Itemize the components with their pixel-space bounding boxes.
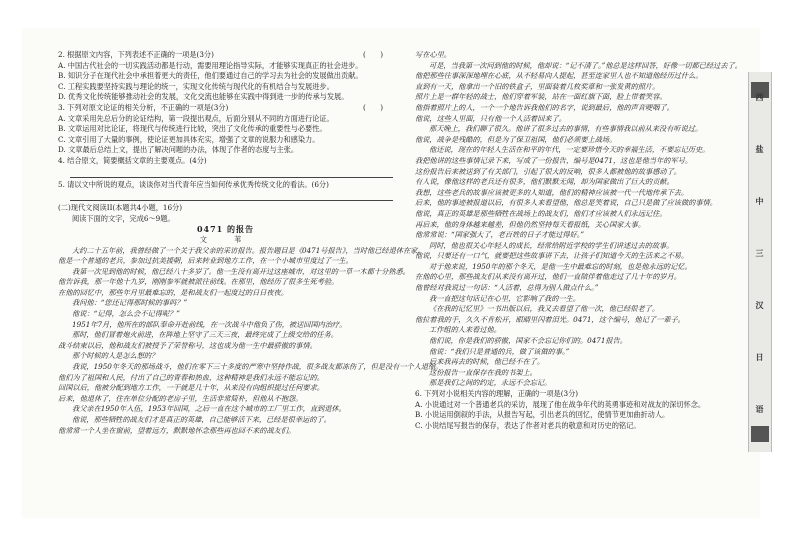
passage-title: [58, 224, 393, 235]
text-line: [58, 309, 393, 320]
text-line: [415, 400, 750, 411]
text-content: 那时，他们冒着炮火前进，在阵地上坚守了三天三夜，最终完成了上级交给的任务。: [72, 330, 338, 340]
text-content: 在他的心里，那些战友们从来没有离开过，他们一直陪伴着他走过了几十年的岁月。: [415, 272, 681, 282]
text-line: [58, 383, 393, 394]
text-line: [58, 256, 393, 267]
text-content: 他拉着我的手，久久不肯松开，眼睛里闪着泪光。0471，这个编号，他记了一辈子。: [415, 314, 685, 324]
text-content: 那天晚上，我们聊了很久。他讲了很多过去的事情，有些事情我以前从来没有听说过。: [429, 124, 703, 134]
text-content: 我想，这些老兵的故事应该被更多的人知道，他们的精神应该被一代一代地传承下去。: [415, 187, 689, 197]
text-content: 有人说，像他这样的老兵还有很多，他们默默无闻，却为国家做出了巨大的贡献。: [415, 177, 674, 187]
text-line: [415, 315, 750, 326]
text-line: [58, 124, 393, 135]
text-line: [58, 203, 393, 214]
text-content: 0471 的报告: [196, 224, 255, 235]
text-line: [58, 82, 393, 93]
text-content: 回国以后，他被分配到地方工作，一干就是几十年，从来没有向组织提过任何要求。: [58, 383, 324, 393]
passage-author: [58, 235, 393, 246]
text-line: [415, 378, 750, 389]
text-line: [58, 298, 393, 309]
text-content: 在他的回忆中，那些年月里最难忘的，是和战友们一起度过的日日夜夜。: [58, 287, 289, 297]
text-content: 我说，1950年冬天的那场战斗，他们在零下三十多度的严寒中坚持作战，很多战友都冻伤了，但是没有一个人退缩。: [72, 362, 443, 372]
text-line: [58, 103, 393, 114]
text-line: [58, 245, 425, 257]
text-line: [415, 198, 750, 209]
text-line: [58, 394, 393, 405]
text-content: 他说：“我们只是普通的兵，做了该做的事。”: [429, 346, 570, 356]
text-content: 他是一个普通的老兵，参加过抗美援朝，后来转业到地方工作，在一个小城市里度过了一生。: [58, 256, 353, 266]
right-column: [415, 50, 750, 431]
text-content: 他说，只要还有一口气，就要把这些故事讲下去，让孩子们知道今天的生活来之不易。: [415, 251, 689, 261]
text-content: 他说，战争是残酷的，但是为了保卫祖国，他们必须要上战场。: [415, 134, 617, 144]
text-content: 直到有一天，他拿出一个旧的铁盒子，里面装着几枚奖章和一张发黄的照片。: [415, 81, 660, 91]
text-content: B. 知识分子在现代社会中承担着更大的责任，他们要通过自己的学习去为社会的发展做出贡献。: [58, 71, 363, 81]
text-content: B. 文章运用对比论证，将现代与传统进行比较，突出了文化传承的重要性与必要性。: [58, 124, 327, 134]
text-content: 他们说，你是我们的骄傲，国家不会忘记你们的。0471报告。: [429, 336, 627, 346]
text-line: [58, 50, 393, 61]
text-content: 他曾经对我说过一句话：“人活着，总得为别人做点什么。”: [415, 283, 599, 293]
answer-blank-line: [70, 169, 393, 178]
answer-bracket: ( ): [363, 102, 383, 112]
text-content: 6. 下列对小说相关内容的理解，正确的一项是(3分): [415, 389, 579, 398]
text-content: 阅读下面的文字，完成6～9题。: [72, 213, 175, 223]
text-line: [415, 347, 750, 358]
text-line: [415, 71, 750, 82]
text-content: 我父亲在1950年入伍，1953年回国，之后一直在这个城市的工厂里工作，直到退休。: [72, 404, 346, 414]
text-content: 他常常说：“国家强大了，老百姓的日子才能过得好。”: [415, 230, 585, 240]
text-line: [58, 71, 393, 82]
text-content: C. 文章引用了大量的事例，使论证更加具体充实，增强了文章的说服力和感染力。: [58, 134, 320, 144]
text-content: 我第一次见到他的时候，他已经八十多岁了。他一生没有离开过这座城市，对这里的一草一木都十分熟悉。: [72, 266, 410, 276]
text-content: 5. 请以文中所说的观点，谈谈你对当代青年应当如何传承优秀传统文化的看法。(6分): [58, 179, 329, 189]
text-content: 可是，当我第一次问到他的时候，他却说：“记不清了。”他总是这样回答，好像一切都已经过去了。: [429, 60, 742, 70]
text-line: [415, 167, 750, 178]
text-content: 同时，他也很关心年轻人的成长，经常给附近学校的学生们讲述过去的故事。: [429, 240, 674, 250]
text-content: 对于他来说，1950年的那个冬天，是他一生中最难忘的时刻，也是他永远的记忆。: [429, 261, 692, 271]
text-content: A. 中国古代社会的一切实践活动都是行动，需要用理论指导实际，才能够实现真正的社会进步。: [58, 60, 363, 70]
text-content: 他常常一个人坐在窗前，望着远方，默默地怀念那些再也回不来的战友们。: [58, 425, 296, 435]
text-content: 后来我再去的时候，他已经不在了。: [429, 357, 545, 367]
text-content: 工作组的人来看过他。: [429, 325, 501, 335]
text-content: (二)现代文阅读II(本题共4小题，16分): [58, 203, 183, 213]
text-line: [58, 351, 393, 362]
text-line: [415, 92, 750, 103]
text-line: [415, 336, 750, 347]
text-content: C. 工程实践要坚持实践与理论的统一，实现文化传统与现代化的有机结合与发展进步。: [58, 81, 334, 91]
text-line: [415, 283, 750, 294]
text-line: [415, 272, 750, 283]
text-content: 他说，那些牺牲的战友们才是真正的英雄，自己能够活下来，已经是很幸运的了。: [72, 415, 331, 424]
text-line: [58, 341, 393, 352]
text-line: [58, 135, 393, 146]
text-line: [58, 330, 393, 341]
text-line: [415, 294, 750, 305]
text-content: 4. 结合原文，简要概括文章的主要观点。(4分): [58, 155, 207, 165]
text-line: [415, 325, 750, 336]
text-line: [58, 373, 393, 384]
answer-bracket: ( ): [363, 50, 383, 59]
text-line: [58, 114, 393, 125]
text-content: 他说：“记得，怎么会不记得呢？”: [72, 309, 180, 319]
text-content: D. 优秀文化传统能够推动社会的发展，文化交流也能够在实践中得到进一步的传承与发展。: [58, 92, 349, 102]
text-content: 后来，他的事迹被报道以后，有很多人来看望他，他总是笑着说，自己只是做了应该做的事情。: [415, 198, 717, 208]
text-line: [58, 214, 393, 225]
text-line: [415, 389, 750, 400]
text-content: 《在我的记忆里》一书出版以后，我又去看望了他一次，他已经很老了。: [429, 304, 660, 314]
text-line: [415, 188, 750, 199]
text-line: [415, 209, 750, 220]
text-line: [415, 421, 750, 432]
text-line: [415, 241, 750, 252]
answer-blank-line: [70, 192, 393, 201]
text-content: 我把他讲的这些事情记录下来，写成了一份报告，编号是0471，这也是他当年的军号。: [415, 155, 693, 165]
text-content: 他说，这些人里面，只有他一个人活着回来了。: [415, 113, 566, 123]
text-line: [415, 135, 750, 146]
text-content: 文 苇: [199, 234, 252, 244]
text-line: [58, 277, 393, 288]
text-line: [415, 103, 750, 114]
text-line: [58, 156, 393, 167]
text-line: [58, 320, 393, 331]
text-content: 他把那些往事深深地埋在心底，从不轻易向人提起，甚至连家里人也不知道他经历过什么。: [415, 71, 703, 81]
text-line: [415, 410, 750, 421]
exam-sheet: [22, 28, 765, 518]
text-content: 2. 根据原文内容，下列表述不正确的一项是(3分): [58, 50, 214, 59]
text-line: [415, 304, 750, 315]
text-content: A. 小说通过对一个普通老兵的采访，展现了他在战争年代的英勇事迹和对战友的深切怀念。: [415, 399, 706, 409]
text-line: [58, 404, 393, 415]
text-content: C. 小说结尾写报告的保存，表达了作者对老兵的敬意和对历史的铭记。: [415, 420, 641, 430]
text-line: [58, 61, 393, 72]
text-line: [58, 426, 393, 437]
text-line: [58, 92, 393, 103]
text-content: 写在心里。: [415, 50, 451, 59]
text-line: [415, 251, 750, 262]
text-line: [415, 156, 750, 167]
text-content: 那个时候的人是怎么想的？: [72, 351, 159, 361]
text-content: 他们为了祖国和人民，付出了自己的青春和热血，这种精神是我们永远不能忘记的。: [58, 372, 324, 382]
text-content: 他还说，现在的年轻人生活在和平的年代，一定要珍惜今天的幸福生活，不要忘记历史。: [429, 145, 710, 155]
binding-margin-label: 西 盐 中 三 汉 日 语: [755, 93, 765, 431]
text-line: [58, 180, 393, 191]
text-content: 照片上是一群年轻的战士，他们穿着军装，站在一面红旗下面，脸上带着笑容。: [415, 92, 667, 102]
text-content: 1951年7月，他所在的部队奉命开赴前线，在一次战斗中他负了伤，被送回国内治疗。: [72, 319, 347, 329]
text-content: 3. 下列对原文论证的相关分析，不正确的一项是(3分): [58, 102, 229, 112]
text-content: D. 文章最后总结上文，提出了解决问题的办法，体现了作者的态度与主张。: [58, 145, 299, 155]
text-content: 这份报告一直保存在我的书架上。: [429, 367, 537, 377]
text-line: [415, 368, 750, 379]
text-line: [58, 145, 393, 156]
text-line: [415, 145, 750, 156]
text-content: 再后来，他的身体越来越差，但他仍然坚持每天看报纸，关心国家大事。: [415, 219, 646, 229]
text-content: 我问他：“您还记得那时候的事吗？”: [72, 298, 188, 308]
binding-margin: [748, 72, 772, 452]
text-content: 战斗结束以后，他和战友们被授予了荣誉称号，这也成为他一生中最骄傲的事情。: [58, 340, 317, 350]
text-line: [415, 61, 750, 72]
text-content: 他说，真正的英雄是那些牺牲在战场上的战友们，他们才应该被人们永远记住。: [415, 208, 667, 218]
text-content: 大约二十五年前，我曾经做了一个关于我父亲的采访报告。报告题目是《0471号报告》，当时他已经退休在家。: [72, 245, 425, 255]
text-content: A. 文章采用先总后分的论证结构，第一段提出观点，后面分别从不同的方面进行论证。: [58, 113, 334, 123]
text-content: 这份报告后来被送到了有关部门，引起了很大的反响，很多人都被他的故事感动了。: [415, 166, 681, 176]
text-line: [415, 230, 750, 241]
text-line: [415, 82, 750, 93]
text-line: [415, 357, 750, 368]
text-line: [58, 362, 443, 373]
text-content: 他指着照片上的人，一个一个地告诉我他们的名字，说到最后，他的声音哽咽了。: [415, 102, 674, 112]
text-line: [415, 50, 750, 61]
text-line: [58, 288, 393, 299]
text-content: 我一直把这句话记在心里，它影响了我的一生。: [429, 293, 580, 303]
text-content: B. 小说运用倒叙的手法，从报告写起，引出老兵的回忆，使情节更加曲折动人。: [415, 410, 670, 420]
text-line: [415, 220, 750, 231]
text-content: 后来，他退休了，住在单位分配的老房子里，生活非常简朴，但他从不抱怨。: [58, 393, 303, 403]
text-content: 他告诉我，那一年他十九岁，刚刚参军就被派往前线。在那里，他经历了很多生死考验。: [58, 277, 339, 287]
text-line: [415, 177, 750, 188]
text-line: [58, 266, 410, 278]
text-line: [58, 415, 393, 426]
text-line: [415, 262, 750, 273]
text-line: [415, 114, 750, 125]
text-content: 那是我们之间的约定，永远不会忘记。: [429, 378, 552, 388]
text-line: [415, 124, 750, 135]
